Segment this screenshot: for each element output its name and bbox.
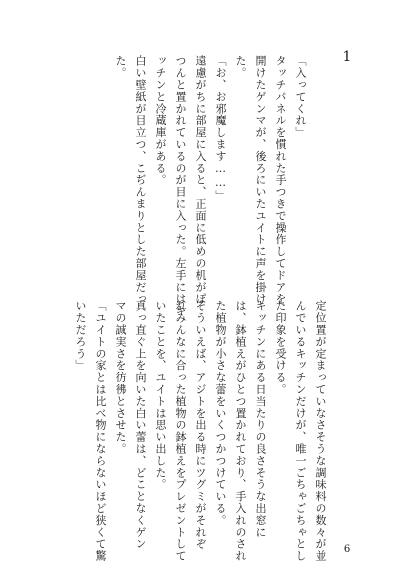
text-column: た印象を受ける。 (274, 300, 287, 396)
page-number: 6 (343, 544, 351, 555)
text-column: タッチパネルを慣れた手つきで操作してドアを (274, 55, 287, 305)
text-column: は、鉢植えがひとつ置かれており、手入れのされ (234, 300, 247, 562)
text-column: た。 (114, 55, 127, 79)
text-column: れみんなに合った植物の鉢植えをプレゼントして (174, 300, 187, 562)
text-column: 定位置が定まっていなさそうな調味料の数々が並 (314, 300, 327, 562)
text-column: 「お、お邪魔します……」 (214, 55, 227, 202)
text-column: 「ユイトの家とは比べ物にならないほど狭くて驚 (94, 300, 107, 562)
text-column: いたことを、ユイトは思い出した。 (154, 300, 167, 491)
text-column: た。 (234, 55, 247, 79)
text-column: そういえば、アジトを出る時にツグミがそれぞ (194, 300, 207, 550)
text-column: つんと置かれているのが目に入った。左手にはキ (174, 55, 187, 317)
text-column: いただろう」 (74, 300, 87, 372)
text-column: た植物が小さな蕾をいくつかつけている。 (214, 300, 227, 527)
text-column: んでいるキッチンだけが、唯一ごちゃごちゃとし (294, 300, 307, 562)
text-column: 開けたゲンマが、後ろにいたユイトに声を掛け (254, 55, 267, 305)
text-column: キッチンにある日当たりの良さそうな出窓に (254, 300, 267, 538)
chapter-number: 1 (342, 49, 352, 65)
text-column: 遠慮がちに部屋に入ると、正面に低めの机がぽ (194, 55, 207, 305)
text-column: 真っ直ぐ上を向いた白い蕾は、どことなくゲン (134, 300, 147, 550)
text-column: 「入ってくれ」 (294, 55, 307, 139)
text-column: マの誠実さを彷彿とさせた。 (114, 300, 127, 455)
text-column: ッチンと冷蔵庫がある。 (154, 55, 167, 186)
text-column: 白い壁紙が目立つ、こぢんまりとした部屋だっ (134, 55, 147, 305)
